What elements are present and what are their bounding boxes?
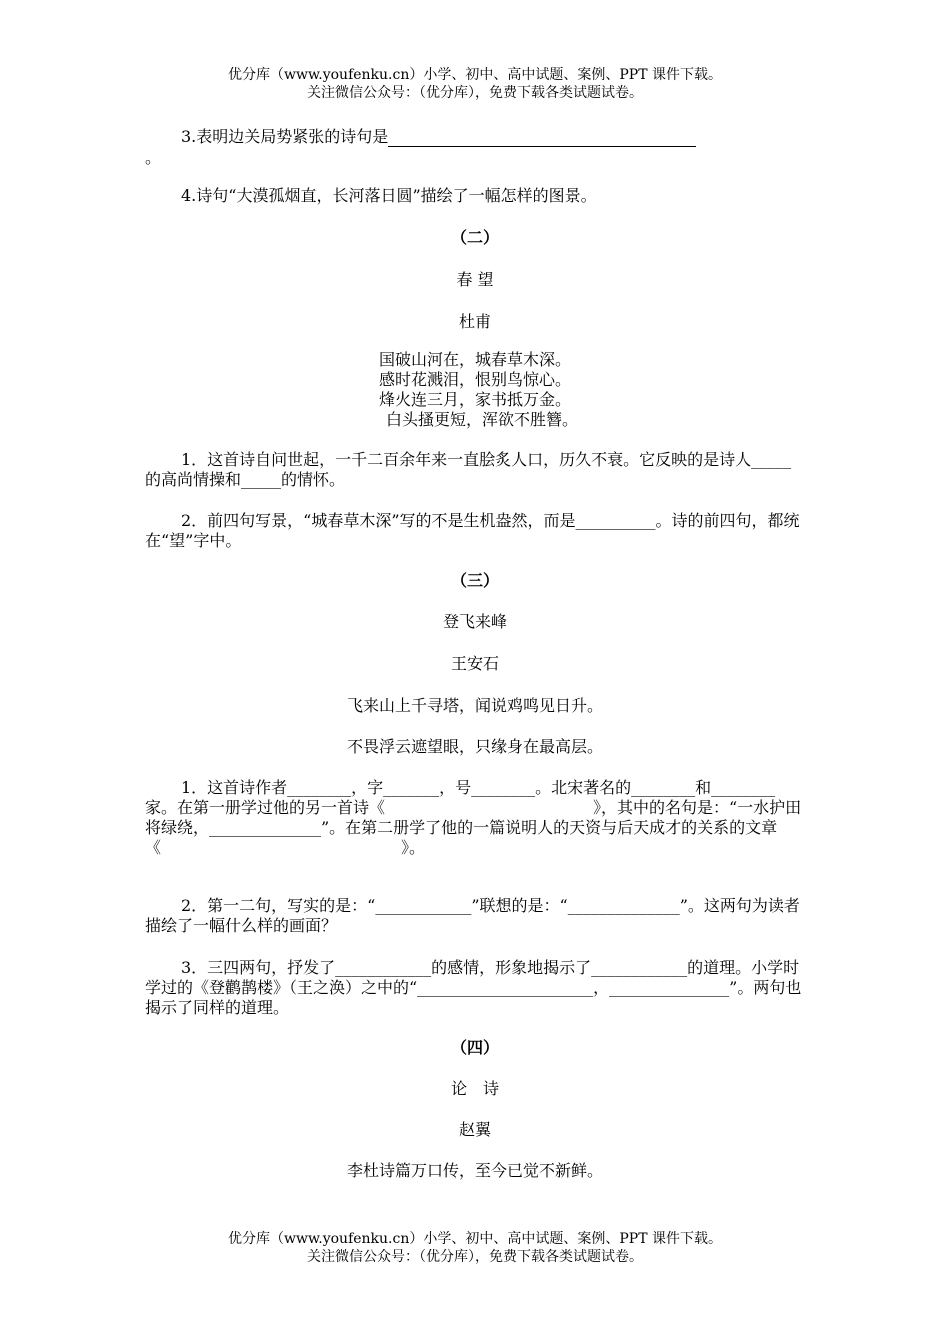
poem-author: 赵翼 [458,1120,491,1139]
poem-line: 飞来山上千寻塔，闻说鸡鸣见日升。 [346,696,603,715]
header-line-1: 优分库（www.youfenku.cn）小学、初中、高中试题、案例、PPT 课件下载。 [227,67,722,83]
poem-line: 烽火连三月，家书抵万金。 [378,390,571,409]
section-heading-2: （二） [450,228,499,247]
poem-body [145,350,805,430]
poem-line: 感时花溅泪，恨别鸟惊心。 [378,370,571,389]
poem-line: 不畏浮云遮望眼，只缘身在最高层。 [346,737,603,756]
poem-line: 国破山河在，城春草木深。 [378,350,571,369]
header-line-2: 关注微信公众号：（优分库），免费下载各类试题试卷。 [307,85,643,101]
question-q4: 4.诗句“大漠孤烟直，长河落日圆”描绘了一幅怎样的图景。 [181,186,597,205]
poem-line: 李杜诗篇万口传，至今已觉不新鲜。 [346,1161,603,1180]
answer-blank [388,130,696,147]
footer-line-2: 关注微信公众号：（优分库），免费下载各类试题试卷。 [307,1249,643,1265]
poem-title: 登飞来峰 [442,612,507,631]
question-q3-end: 。 [145,148,162,167]
poem-author: 王安石 [450,654,499,673]
section-heading-4: （四） [450,1038,499,1057]
question-q3-border [145,127,805,147]
poem-title: 春 望 [456,270,494,289]
poem-author: 杜甫 [458,312,491,331]
question-2-2: 2．前四句写景，“城春草木深”写的不是生机盎然，而是__________。诗的前四句，都统在“望”字中。 [145,511,800,550]
question-3-1: 1．这首诗作者________，字_______，号________。北宋著名的________和________家。在第一册学过他的另一首诗《 》，其中的名句是：“一水护田将绿绕，______________”。在第二册学了他的一篇说明人的天资与后天成才的关系的文章《 》。 [145,778,802,857]
poem-title: 论 诗 [450,1079,499,1098]
question-3-2: 2．第一二句，写实的是：“____________”联想的是：“______________”。这两句为读者描绘了一幅什么样的画面？ [145,896,800,935]
footer-line-1: 优分库（www.youfenku.cn）小学、初中、高中试题、案例、PPT 课件下载。 [227,1231,722,1247]
poem-line: 白头搔更短，浑欲不胜簪。 [385,410,578,429]
question-text: 3.表明边关局势紧张的诗句是 [181,127,389,146]
question-2-1: 1．这首诗自问世起，一千二百余年来一直脍炙人口，历久不衰。它反映的是诗人_____的高尚情操和_____的情怀。 [145,450,792,489]
section-heading-3: （三） [450,571,499,590]
question-3-3: 3．三四两句，抒发了____________的感情，形象地揭示了____________的道理。小学时学过的《登鹳鹊楼》（王之涣）之中的“______________________，_______________”。两句也揭示了同样的道理。 [145,958,802,1017]
